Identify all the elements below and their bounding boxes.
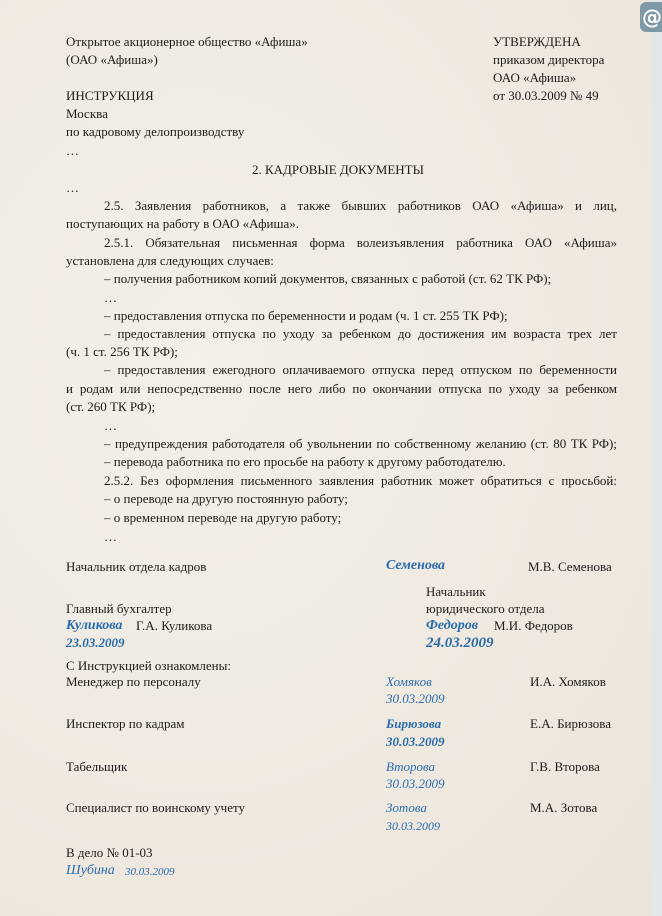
body-line: … [104, 529, 117, 544]
signer-name: М.А. Зотова [530, 800, 598, 815]
signer-name: Г.В. Второва [530, 759, 600, 774]
body-line: – перевода работника по его просьбе на работу к другому работодателю. [104, 454, 506, 469]
body-line: … [104, 290, 117, 305]
signature: Куликова [66, 618, 123, 633]
body-line: – предупреждения работодателя об увольнении по собственному желанию (ст. 80 ТК РФ); [104, 436, 617, 451]
signer-position: юридического отдела [426, 601, 545, 616]
org-name: Открытое акционерное общество «Афиша» [66, 34, 308, 49]
signer-name: М.И. Федоров [494, 618, 573, 633]
body-line: установлена для следующих случаев: [66, 253, 274, 268]
file-note: В дело № 01-03 [66, 845, 153, 860]
page-edge [652, 0, 662, 916]
signature: Бирюзова [386, 716, 442, 731]
signature-date: 30.03.2009 [386, 776, 445, 791]
city: Москва [66, 106, 108, 121]
body-line: поступающих на работу в ОАО «Афиша». [66, 216, 299, 231]
body-line: – предоставления отпуска по беременности и родам (ч. 1 ст. 255 ТК РФ); [104, 308, 508, 323]
body-line: – получения работником копий документов, связанных с работой (ст. 62 ТК РФ); [104, 271, 552, 286]
body-line: … [104, 418, 117, 433]
signer-position: Специалист по воинскому учету [66, 800, 245, 815]
ellipsis: … [66, 143, 79, 158]
body-line: – предоставления отпуска по уходу за ребенком до достижения им возраста трех лет [104, 326, 617, 341]
signer-position: Инспектор по кадрам [66, 716, 185, 731]
body-line: (ч. 1 ст. 256 ТК РФ); [66, 344, 178, 359]
doc-subject: по кадровому делопроизводству [66, 124, 245, 139]
signer-position: Главный бухгалтер [66, 601, 172, 616]
approved-date: от 30.03.2009 № 49 [493, 88, 599, 103]
ellipsis: … [66, 180, 79, 195]
signature-date: 23.03.2009 [66, 635, 125, 650]
signer-position: Начальник [426, 584, 486, 599]
signature: Семенова [386, 558, 446, 573]
acknowledged-label: С Инструкцией ознакомлены: [66, 658, 231, 673]
signature-date: 24.03.2009 [426, 635, 494, 651]
signature: Хомяков [386, 674, 432, 689]
signature-date: 30.03.2009 [386, 691, 445, 706]
approved-org: ОАО «Афиша» [493, 70, 577, 85]
site-logo-icon[interactable]: @ [640, 2, 662, 32]
approved-by: приказом директора [493, 52, 605, 67]
signature-date: 30.03.2009 [125, 866, 175, 878]
body-line: 2.5.2. Без оформления письменного заявления работник может обратиться с просьбой: [104, 473, 617, 488]
body-line: (ст. 260 ТК РФ); [66, 399, 156, 414]
signature-date: 30.03.2009 [386, 819, 440, 833]
signer-position: Начальник отдела кадров [66, 559, 207, 574]
signer-position: Менеджер по персоналу [66, 674, 201, 689]
approved-label: УТВЕРЖДЕНА [493, 34, 581, 49]
doc-type: ИНСТРУКЦИЯ [66, 88, 154, 103]
signer-name: Е.А. Бирюзова [530, 716, 612, 731]
body-line: 2.5.1. Обязательная письменная форма волеизъявления работника ОАО «Афиша» [104, 235, 617, 250]
signature-date: 30.03.2009 [386, 734, 445, 749]
signer-name: Г.А. Куликова [136, 618, 213, 633]
signer-position: Табельщик [66, 759, 128, 774]
signer-name: М.В. Семенова [528, 559, 612, 574]
body-line: – о переводе на другую постоянную работу; [104, 491, 348, 506]
signature: Второва [386, 759, 436, 774]
section-title: 2. КАДРОВЫЕ ДОКУМЕНТЫ [252, 162, 424, 177]
signature: Зотова [386, 800, 427, 815]
signature: Шубина [66, 863, 115, 878]
signer-name: И.А. Хомяков [530, 674, 606, 689]
body-line: – о временном переводе на другую работу; [104, 510, 342, 525]
signature: Федоров [426, 618, 478, 633]
body-line: 2.5. Заявления работников, а также бывших работников ОАО «Афиша» и лиц, [104, 198, 617, 213]
body-line: – предоставления ежегодного оплачиваемого отпуска перед отпуском по беременности [104, 362, 617, 377]
org-short-name: (ОАО «Афиша») [66, 52, 158, 67]
body-line: и родам или непосредственно после него либо по окончании отпуска по уходу за ребенком [66, 381, 617, 396]
